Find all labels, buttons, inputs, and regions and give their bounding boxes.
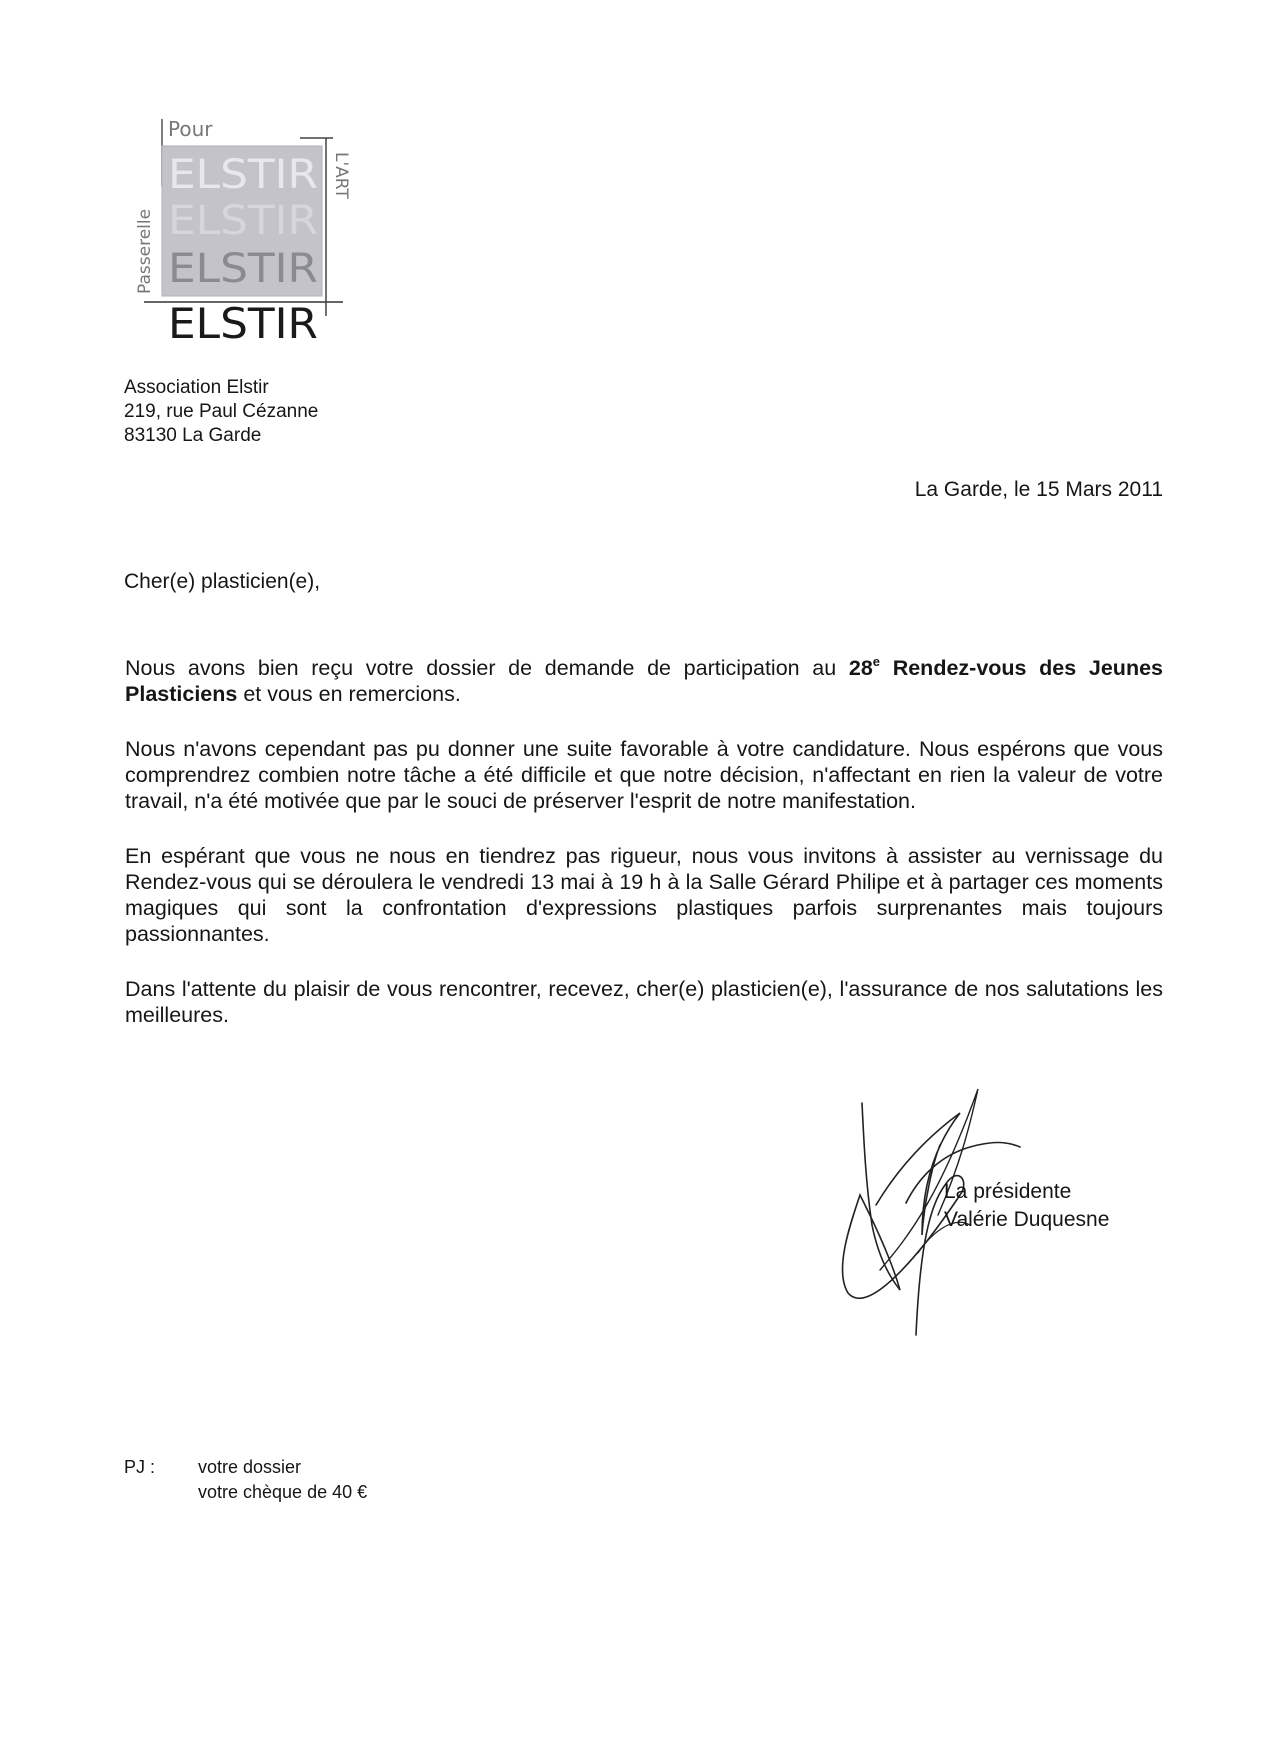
elstir-logo-graphic	[128, 116, 358, 348]
signer-block	[944, 1178, 1109, 1234]
event-edition-suffix: e	[872, 653, 881, 669]
signer-name: Valérie Duquesne	[944, 1208, 1110, 1231]
logo-name-row-3: ELSTIR	[168, 246, 318, 292]
paragraph-4: Dans l'attente du plaisir de vous rencontrer, recevez, cher(e) plasticien(e), l'assurance de nos salutations les meilleures.	[125, 977, 1163, 1027]
paragraph-3: En espérant que vous ne nous en tiendrez pas rigueur, nous vous invitons à assister au vernissage du Rendez-vous qui se déroulera le vendredi 13 mai à 19 h à la Salle Gérard Philipe et à partager ces moments magiques qui sont la confrontation d'expressions plastiques parfois surprenantes mais toujours passionnantes.	[125, 844, 1163, 946]
enclosures-list	[198, 1455, 367, 1505]
paragraph-2: Nous n'avons cependant pas pu donner une suite favorable à votre candidature. Nous espérons que vous comprendrez combien notre tâche a été difficile et que notre décision, n'affectant en rien la valeur de votre travail, n'a été motivée que par le souci de préserver l'esprit de notre manifestation.	[125, 737, 1163, 813]
letter-body	[125, 655, 1163, 1057]
logo-left-word: Passerelle	[135, 208, 155, 294]
sender-line-street: 219, rue Paul Cézanne	[124, 401, 319, 422]
sender-line-name: Association Elstir	[124, 377, 269, 398]
event-title: Rendez-vous des Jeunes Plasticiens	[125, 656, 1163, 706]
logo-top-word: Pour	[168, 117, 213, 141]
signer-title: La présidente	[944, 1180, 1072, 1203]
sender-address	[124, 376, 318, 448]
paragraph-1	[125, 655, 1163, 707]
logo-right-word: L'ART	[331, 152, 351, 199]
greeting: Cher(e) plasticien(e),	[124, 570, 321, 593]
enclosure-item: votre chèque de 40 €	[198, 1482, 368, 1502]
paragraph-1-start: Nous avons bien reçu votre dossier de demande de participation au	[125, 656, 849, 680]
event-edition-number: 28	[848, 656, 873, 680]
enclosure-item: votre dossier	[198, 1457, 302, 1477]
paragraph-1-end: et vous en remercions.	[237, 682, 461, 706]
sender-line-city: 83130 La Garde	[124, 425, 262, 446]
logo-name-row-1: ELSTIR	[168, 152, 318, 198]
logo-name-row-2: ELSTIR	[168, 198, 318, 244]
elstir-logo	[128, 116, 358, 348]
letter-date: La Garde, le 15 Mars 2011	[914, 478, 1163, 501]
enclosures-label: PJ :	[124, 1457, 156, 1477]
logo-name-bottom: ELSTIR	[168, 299, 318, 348]
